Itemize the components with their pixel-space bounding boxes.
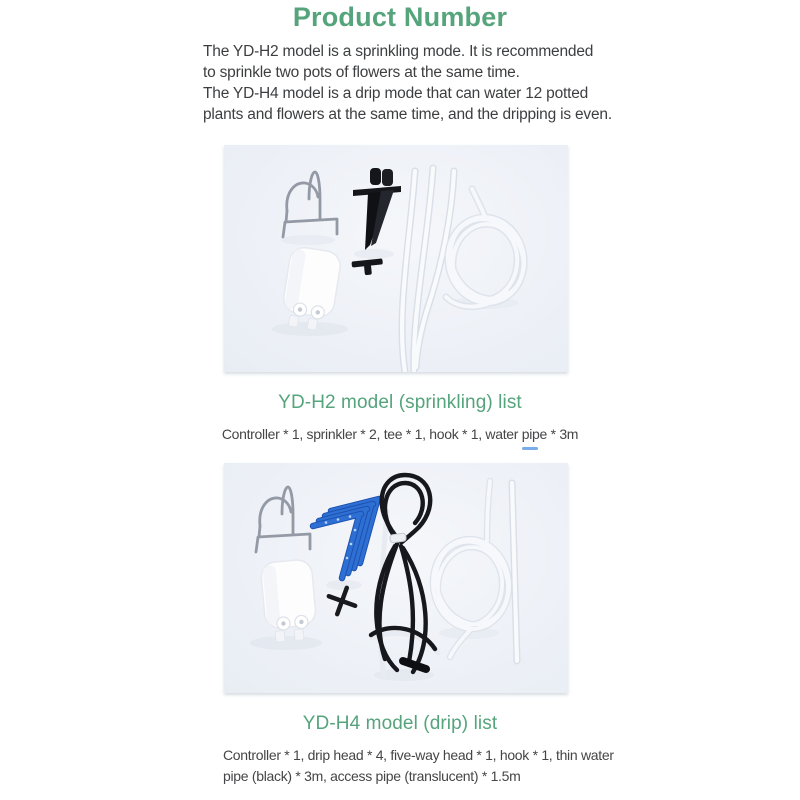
hook-part [256,487,310,552]
product-photo-yd-h2 [224,145,568,372]
parts-list-line: Controller * 1, drip head * 4, five-way head * 1, hook * 1, thin water [223,747,614,763]
product-photo-yd-h4 [224,463,568,693]
intro-line: plants and flowers at the same time, and the dripping is even. [203,106,612,123]
intro-line: to sprinkle two pots of flowers at the same time. [203,64,520,81]
coiled-pipe [425,481,520,657]
blue-dash-indicator [522,447,538,450]
parts-list-yd-h4 [223,745,653,787]
straight-tube [512,483,517,661]
parts-list-line: Controller * 1, sprinkler * 2, tee * 1, hook * 1, water pipe * 3m [221,426,579,442]
sprinkler-spikes [353,168,401,250]
parts-list-yd-h2 [0,424,800,445]
controller [260,559,318,643]
tee-fitting [351,258,383,276]
caption-yd-h2: YD-H2 model (sprinkling) list [278,392,522,413]
cable-tie [390,533,407,543]
intro-line: The YD-H2 model is a sprinkling mode. It is recommended [203,43,594,60]
hook-part [283,172,337,237]
parts-list-line: pipe (black) * 3m, access pipe (translucent) * 1.5m [223,768,521,784]
intro-text [203,41,643,125]
black-pipe [371,475,435,672]
drip-heads [313,499,379,578]
caption-yd-h4: YD-H4 model (drip) list [302,713,498,734]
intro-line: The YD-H4 model is a drip mode that can water 12 potted [203,85,589,102]
page-title: Product Number [292,2,508,32]
yd-h4-kit-illustration [224,463,568,693]
controller [279,246,342,333]
yd-h2-kit-illustration [224,145,568,372]
